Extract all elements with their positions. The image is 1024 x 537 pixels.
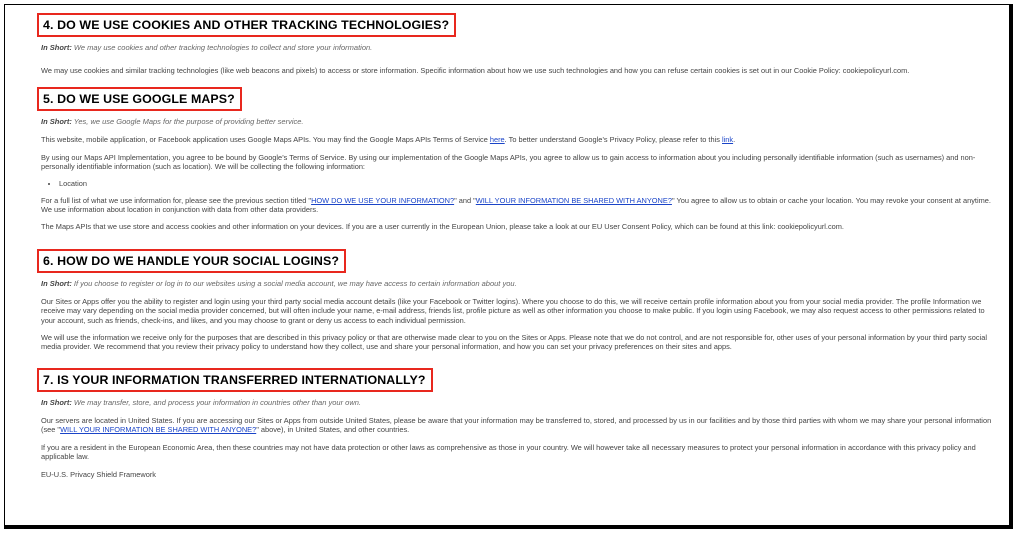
summary-text: We may use cookies and other tracking technologies to collect and store your information. [71, 43, 373, 52]
text: For a full list of what we use information for, please see the previous section titled " [41, 195, 312, 205]
section-5-paragraph-4: The Maps APIs that we use store and access cookies and other information on your devices. If you are a user currently in the European Union, please take a look at our EU User Consent Policy, which can be found at this link: cookiepolicyurl.com. [41, 222, 844, 232]
in-short-label: In Short: [41, 117, 72, 127]
collected-info-list [41, 179, 996, 188]
section-5-summary [41, 117, 996, 127]
section-4-paragraph-1: We may use cookies and similar tracking technologies (like web beacons and pixels) to access or store information. Specific information about how we use such technologies and how you can refuse certain cookies is set out in our Cookie Policy: cookiepolicyurl.com. [41, 66, 910, 75]
section-4 [41, 13, 996, 75]
how-do-we-use-info-link[interactable]: HOW DO WE USE YOUR INFORMATION? [311, 195, 455, 205]
section-7-paragraph-1 [41, 416, 996, 435]
section-5-paragraph-2: By using our Maps API Implementation, you agree to be bound by Google’s Terms of Service. By using our implementation of the Google Maps APIs, you agree to allow us to gain access to information about you including personally identifiable information (such as usernames) and non-personally identifiable information (such as location). We will be collecting the following information: [41, 152, 976, 172]
privacy-policy-page [41, 13, 996, 479]
summary-text: Yes, we use Google Maps for the purpose of providing better service. [71, 117, 304, 127]
text: " above), in United States, and other countries. [256, 425, 410, 435]
section-7 [41, 368, 996, 479]
text: . To better understand Google’s Privacy Policy, please refer to this [504, 135, 722, 145]
in-short-label: In Short: [41, 278, 72, 288]
summary-text: If you choose to register or log in to our websites using a social media account, we may have access to certain information about you. [71, 278, 517, 288]
in-short-label: In Short: [41, 43, 72, 52]
text: . [733, 135, 736, 145]
google-privacy-policy-link[interactable]: link [722, 135, 734, 145]
section-7-heading: 7. IS YOUR INFORMATION TRANSFERRED INTERNATIONALLY? [37, 368, 433, 392]
section-6-paragraph-2: We will use the information we receive only for the purposes that are described in this privacy policy or that are otherwise made clear to you on the Sites or Apps. Please note that we do not control, and are not responsible for, other uses of your personal information by your third party social media provider. We recommend that you review their privacy policy to understand how they collect, use and share your personal information, and how you can set your privacy preferences on their sites and apps. [41, 333, 987, 352]
section-7-summary [41, 398, 996, 408]
section-4-heading: 4. DO WE USE COOKIES AND OTHER TRACKING TECHNOLOGIES? [37, 13, 456, 37]
section-5-paragraph-3 [41, 196, 996, 215]
text: " and " [454, 195, 476, 205]
text: This website, mobile application, or Facebook application uses Google Maps APIs. You may find the Google Maps APIs Terms of Service [41, 135, 490, 145]
section-5-heading: 5. DO WE USE GOOGLE MAPS? [37, 87, 242, 111]
section-6 [41, 249, 996, 352]
section-6-paragraph-1: Our Sites or Apps offer you the ability to register and login using your third party social media account details (like your Facebook or Twitter logins). Where you choose to do this, we will receive certain profile information about you from your social media provider. The profile Information we receive may vary depending on the social media provider concerned, but will often include your name, e-mail address, friends list, profile picture as well as other information you choose to make public. If you login using Facebook, we may also request access to other permissions related to your account, such as friends, check-ins, and likes, and you may choose to grant or deny us access to each individual permission. [41, 296, 985, 325]
will-info-be-shared-link[interactable]: WILL YOUR INFORMATION BE SHARED WITH ANYONE? [475, 195, 672, 205]
section-6-summary [41, 279, 996, 289]
list-item: • Location [59, 179, 996, 188]
section-6-heading: 6. HOW DO WE HANDLE YOUR SOCIAL LOGINS? [37, 249, 346, 273]
will-info-be-shared-link[interactable]: WILL YOUR INFORMATION BE SHARED WITH ANYONE? [60, 425, 257, 435]
section-5-paragraph-1 [41, 135, 996, 144]
in-short-label: In Short: [41, 397, 72, 407]
section-7-paragraph-2: If you are a resident in the European Economic Area, then these countries may not have data protection or other laws as comprehensive as those in your country. We will however take all necessary measures to protect your personal information in accordance with this privacy policy and applicable law. [41, 442, 976, 462]
section-7-paragraph-3: EU-U.S. Privacy Shield Framework [41, 469, 156, 479]
section-4-summary [41, 43, 996, 53]
section-5 [41, 87, 996, 231]
text: Our servers are located in United States. If you are accessing our Sites or Apps from outside United States, please be aware that your information may be transferred to, stored, and processed by us in our facilities and by those third parties with whom we may share your personal information (see " [41, 415, 992, 435]
text: " You agree to allow us to obtain or cache your location. You may revoke your consent at anytime. We use information about location in conjunction with data from other data providers. [41, 195, 991, 215]
document-frame [4, 4, 1013, 529]
google-maps-terms-link[interactable]: here [489, 135, 505, 145]
summary-text: We may transfer, store, and process your information in countries other than your own. [71, 397, 361, 407]
